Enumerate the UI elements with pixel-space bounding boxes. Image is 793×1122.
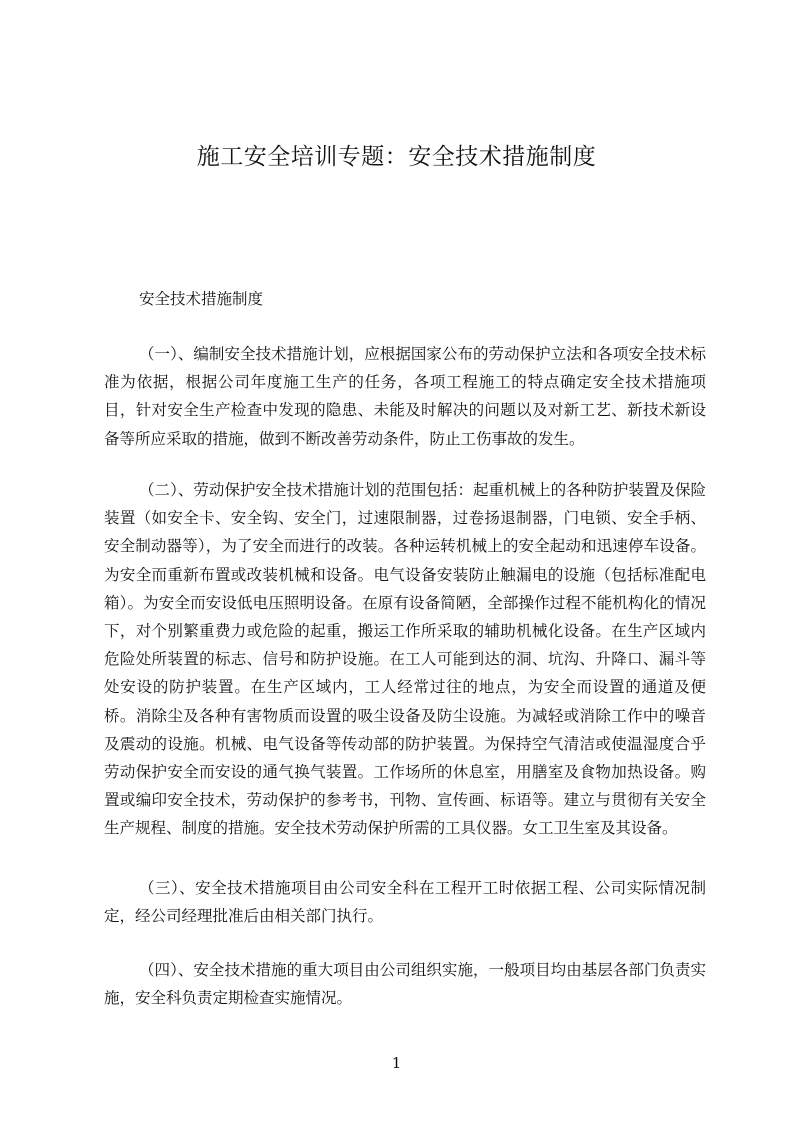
paragraph-4: （四）、安全技术措施的重大项目由公司组织实施，一般项目均由基层各部门负责实施，安全科负责定期检查实施情况。 <box>104 961 706 1008</box>
paragraph-2: （二）、劳动保护安全技术措施计划的范围包括：起重机械上的各种防护装置及保险装置（如安全卡、安全钩、安全门，过速限制器，过卷扬退制器，门电锁、安全手柄、安全制动器等），为了安全而进行的改装。各种运转机械上的安全起动和迅速停车设备。为安全而重新布置或改装机械和设备。电气设备安装防止触漏电的设施（包括标准配电箱）。为安全而安设低电压照明设备。在原有设备简陋，全部操作过程不能机构化的情况下，对个别繁重费力或危险的起重，搬运工作所采取的辅助机械化设备。在生产区域内危险处所装置的标志、信号和防护设施。在工人可能到达的洞、坑沟、升降口、漏斗等处安设的防护装置。在生产区域内，工人经常过往的地点，为安全而设置的通道及便桥。消除尘及各种有害物质而设置的吸尘设备及防尘设施。为减轻或消除工作中的噪音及震动的设施。机械、电气设备等传动部的防护装置。为保持空气清洁或使温湿度合乎劳动保护安全而安设的通气换气装置。工作场所的休息室，用膳室及食物加热设备。购置或编印安全技术，劳动保护的参考书，刊物、宣传画、标语等。建立与贯彻有关安全生产规程、制度的措施。安全技术劳动保护所需的工具仪器。女工卫生室及其设备。 <box>104 481 706 838</box>
paragraph-1: （一）、编制安全技术措施计划，应根据国家公布的劳动保护立法和各项安全技术标准为依据，根据公司年度施工生产的任务，各项工程施工的特点确定安全技术措施项目，针对安全生产检查中发现的隐患、未能及时解决的问题以及对新工艺、新技术新设备等所应采取的措施，做到不断改善劳动条件，防止工伤事故的发生。 <box>104 345 706 448</box>
document-title: 施工安全培训专题：安全技术措施制度 <box>196 144 597 170</box>
section-heading: 安全技术措施制度 <box>139 290 264 308</box>
paragraph-3: （三）、安全技术措施项目由公司安全科在工程开工时依据工程、公司实际情况制定，经公司经理批准后由相关部门执行。 <box>104 879 706 926</box>
page-number: 1 <box>391 1054 402 1072</box>
